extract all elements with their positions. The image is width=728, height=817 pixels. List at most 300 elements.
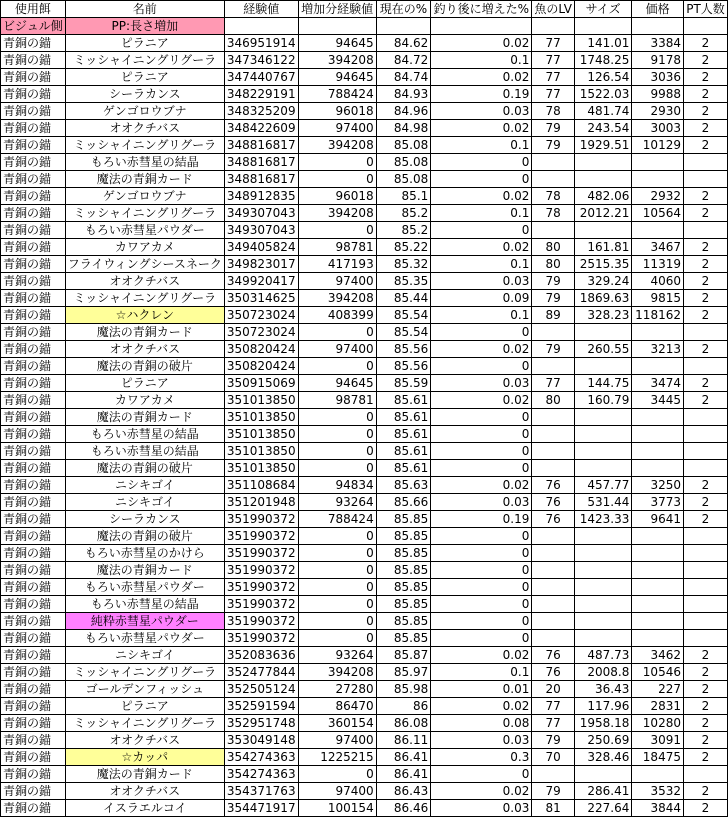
cell-pt-count[interactable]: 2 [683,749,727,766]
cell-price[interactable] [632,358,684,375]
cell-current-pct[interactable]: 85.61 [376,443,431,460]
cell-exp[interactable]: 351990372 [224,579,298,596]
cell-exp-gain[interactable]: 0 [298,358,376,375]
cell-exp[interactable]: 348912835 [224,188,298,205]
cell-pct-gain[interactable]: 0.01 [431,681,532,698]
cell-name[interactable]: オオクチバス [65,732,224,749]
cell-size[interactable] [574,426,631,443]
cell-fish-lv[interactable] [532,443,575,460]
cell-size[interactable]: 260.55 [574,341,631,358]
cell-current-pct[interactable]: 84.93 [376,86,431,103]
cell-size[interactable]: 1748.25 [574,52,631,69]
cell-exp[interactable]: 348422609 [224,120,298,137]
cell-price[interactable]: 10546 [632,664,684,681]
cell-size[interactable]: 1958.18 [574,715,631,732]
cell-exp-gain[interactable]: 0 [298,528,376,545]
cell-fish-lv[interactable]: 77 [532,86,575,103]
header-pct-gain[interactable]: 釣り後に増えた% [431,1,532,18]
cell-exp[interactable]: 352083636 [224,647,298,664]
cell-price[interactable] [632,409,684,426]
cell-bait[interactable]: 青銅の錨 [1,69,66,86]
cell-fish-lv[interactable]: 79 [532,783,575,800]
cell-price[interactable]: 3773 [632,494,684,511]
cell-bait[interactable]: 青銅の錨 [1,137,66,154]
cell-fish-lv[interactable] [532,324,575,341]
cell-pct-gain[interactable]: 0.1 [431,664,532,681]
cell-size[interactable] [574,579,631,596]
cell-size[interactable] [574,222,631,239]
cell-pt-count[interactable] [683,766,727,783]
cell-pct-gain[interactable]: 0 [431,409,532,426]
cell-name[interactable]: オオクチバス [65,783,224,800]
header-fish-lv[interactable]: 魚のLV [532,1,575,18]
cell-size[interactable]: 482.06 [574,188,631,205]
cell-bait[interactable]: 青銅の錨 [1,358,66,375]
header-size[interactable]: サイズ [574,1,631,18]
cell-exp-gain[interactable]: 96018 [298,103,376,120]
cell-size[interactable]: 286.41 [574,783,631,800]
cell-current-pct[interactable]: 84.96 [376,103,431,120]
cell-pct-gain[interactable]: 0 [431,358,532,375]
cell-price[interactable]: 3462 [632,647,684,664]
cell-price[interactable] [632,324,684,341]
cell-bait[interactable]: 青銅の錨 [1,528,66,545]
cell-current-pct[interactable]: 85.85 [376,579,431,596]
cell-pct-gain[interactable]: 0.03 [431,375,532,392]
cell-name[interactable]: もろい赤彗星の結晶 [65,154,224,171]
cell-exp-gain[interactable]: 788424 [298,511,376,528]
cell-price[interactable]: 2930 [632,103,684,120]
cell-name[interactable]: オオクチバス [65,341,224,358]
cell-pt-count[interactable]: 2 [683,647,727,664]
cell-exp[interactable]: 350820424 [224,341,298,358]
cell-exp[interactable]: 351990372 [224,596,298,613]
cell-name[interactable]: オオクチバス [65,273,224,290]
cell-price[interactable] [632,528,684,545]
header-name[interactable]: 名前 [65,1,224,18]
cell-exp[interactable]: 352951748 [224,715,298,732]
cell-pct-gain[interactable]: 0 [431,579,532,596]
cell-bait[interactable]: 青銅の錨 [1,375,66,392]
cell-pct-gain[interactable]: 0 [431,426,532,443]
cell-price[interactable]: 11319 [632,256,684,273]
cell-current-pct[interactable]: 85.56 [376,358,431,375]
cell-current-pct[interactable]: 85.87 [376,647,431,664]
cell-current-pct[interactable]: 84.74 [376,69,431,86]
header-exp[interactable]: 経験値 [224,1,298,18]
cell-name[interactable]: ミッシャイニングリグーラ [65,137,224,154]
cell-fish-lv[interactable]: 76 [532,494,575,511]
cell-price[interactable]: 3091 [632,732,684,749]
cell-exp[interactable]: 351990372 [224,511,298,528]
cell-bait[interactable]: 青銅の錨 [1,171,66,188]
cell-exp-gain[interactable]: 96018 [298,188,376,205]
cell-pct-gain[interactable]: 0 [431,324,532,341]
cell-price[interactable]: 4060 [632,273,684,290]
cell-pt-count[interactable]: 2 [683,307,727,324]
cell-current-pct[interactable]: 85.61 [376,460,431,477]
cell-current-pct[interactable]: 86.41 [376,766,431,783]
cell-current-pct[interactable]: 85.2 [376,222,431,239]
cell-fish-lv[interactable] [532,630,575,647]
cell-fish-lv[interactable] [532,562,575,579]
cell-exp[interactable]: 351013850 [224,392,298,409]
cell-pt-count[interactable]: 2 [683,664,727,681]
empty-cell[interactable] [632,18,684,35]
cell-price[interactable]: 3445 [632,392,684,409]
cell-name[interactable]: もろい赤彗星パウダー [65,630,224,647]
note-cell-visual[interactable]: ビジュル側 [1,18,66,35]
cell-price[interactable] [632,545,684,562]
cell-current-pct[interactable]: 85.61 [376,426,431,443]
cell-fish-lv[interactable]: 77 [532,715,575,732]
cell-current-pct[interactable]: 85.97 [376,664,431,681]
cell-exp[interactable]: 351013850 [224,426,298,443]
cell-pt-count[interactable] [683,443,727,460]
cell-name[interactable]: ミッシャイニングリグーラ [65,52,224,69]
cell-name[interactable]: もろい赤彗星の結晶 [65,426,224,443]
empty-cell[interactable] [431,18,532,35]
cell-name[interactable]: もろい赤彗星の結晶 [65,596,224,613]
cell-exp-gain[interactable]: 94645 [298,35,376,52]
cell-size[interactable] [574,613,631,630]
cell-bait[interactable]: 青銅の錨 [1,783,66,800]
cell-bait[interactable]: 青銅の錨 [1,698,66,715]
empty-cell[interactable] [224,18,298,35]
cell-exp-gain[interactable]: 0 [298,171,376,188]
cell-exp-gain[interactable]: 97400 [298,732,376,749]
cell-pt-count[interactable]: 2 [683,783,727,800]
empty-cell[interactable] [532,18,575,35]
cell-current-pct[interactable]: 85.35 [376,273,431,290]
cell-name[interactable]: ピラニア [65,375,224,392]
cell-exp[interactable]: 351013850 [224,460,298,477]
cell-fish-lv[interactable] [532,154,575,171]
cell-price[interactable]: 3213 [632,341,684,358]
cell-size[interactable]: 457.77 [574,477,631,494]
cell-price[interactable] [632,443,684,460]
cell-pct-gain[interactable]: 0 [431,528,532,545]
cell-pct-gain[interactable]: 0.3 [431,749,532,766]
cell-current-pct[interactable]: 85.61 [376,409,431,426]
cell-pt-count[interactable] [683,528,727,545]
cell-pt-count[interactable]: 2 [683,137,727,154]
cell-current-pct[interactable]: 85.98 [376,681,431,698]
cell-exp[interactable]: 346951914 [224,35,298,52]
cell-pt-count[interactable]: 2 [683,256,727,273]
cell-price[interactable]: 3003 [632,120,684,137]
cell-pct-gain[interactable]: 0.19 [431,86,532,103]
cell-exp[interactable]: 354371763 [224,783,298,800]
cell-size[interactable] [574,766,631,783]
cell-current-pct[interactable]: 85.54 [376,324,431,341]
cell-size[interactable]: 141.01 [574,35,631,52]
cell-exp-gain[interactable]: 0 [298,579,376,596]
cell-exp-gain[interactable]: 394208 [298,664,376,681]
cell-bait[interactable]: 青銅の錨 [1,477,66,494]
cell-fish-lv[interactable] [532,766,575,783]
cell-name[interactable]: ミッシャイニングリグーラ [65,715,224,732]
cell-pct-gain[interactable]: 0.1 [431,137,532,154]
cell-pt-count[interactable] [683,630,727,647]
cell-size[interactable]: 227.64 [574,800,631,817]
cell-fish-lv[interactable] [532,613,575,630]
cell-fish-lv[interactable]: 77 [532,375,575,392]
cell-pt-count[interactable]: 2 [683,290,727,307]
cell-exp-gain[interactable]: 1225215 [298,749,376,766]
cell-pct-gain[interactable]: 0.02 [431,392,532,409]
cell-price[interactable] [632,766,684,783]
cell-name[interactable]: もろい赤彗星のかけら [65,545,224,562]
cell-size[interactable]: 328.23 [574,307,631,324]
cell-pct-gain[interactable]: 0.02 [431,69,532,86]
cell-pct-gain[interactable]: 0.1 [431,307,532,324]
cell-name[interactable]: もろい赤彗星パウダー [65,222,224,239]
cell-size[interactable]: 250.69 [574,732,631,749]
cell-exp[interactable]: 348816817 [224,154,298,171]
cell-current-pct[interactable]: 85.54 [376,307,431,324]
cell-exp-gain[interactable]: 94834 [298,477,376,494]
cell-bait[interactable]: 青銅の錨 [1,290,66,307]
cell-exp[interactable]: 347440767 [224,69,298,86]
cell-exp[interactable]: 351990372 [224,562,298,579]
cell-fish-lv[interactable]: 76 [532,511,575,528]
cell-bait[interactable]: 青銅の錨 [1,664,66,681]
cell-current-pct[interactable]: 86.43 [376,783,431,800]
cell-size[interactable] [574,324,631,341]
cell-pct-gain[interactable]: 0 [431,766,532,783]
header-exp-gain[interactable]: 増加分経験値 [298,1,376,18]
cell-pct-gain[interactable]: 0.02 [431,647,532,664]
cell-pt-count[interactable]: 2 [683,392,727,409]
cell-pt-count[interactable]: 2 [683,477,727,494]
cell-pt-count[interactable] [683,426,727,443]
cell-exp-gain[interactable]: 98781 [298,392,376,409]
cell-name[interactable]: 魔法の青銅カード [65,409,224,426]
cell-name[interactable]: ☆ハクレン [65,307,224,324]
cell-fish-lv[interactable] [532,596,575,613]
cell-bait[interactable]: 青銅の錨 [1,52,66,69]
cell-price[interactable]: 3474 [632,375,684,392]
cell-exp[interactable]: 351013850 [224,409,298,426]
cell-price[interactable] [632,579,684,596]
header-pt-count[interactable]: PT人数 [683,1,727,18]
cell-price[interactable]: 3384 [632,35,684,52]
cell-pt-count[interactable] [683,460,727,477]
cell-pct-gain[interactable]: 0.1 [431,205,532,222]
cell-exp-gain[interactable]: 93264 [298,494,376,511]
cell-size[interactable]: 328.46 [574,749,631,766]
cell-current-pct[interactable]: 85.2 [376,205,431,222]
cell-exp-gain[interactable]: 417193 [298,256,376,273]
cell-pt-count[interactable]: 2 [683,69,727,86]
cell-exp-gain[interactable]: 394208 [298,137,376,154]
cell-exp[interactable]: 353049148 [224,732,298,749]
cell-fish-lv[interactable]: 77 [532,35,575,52]
cell-exp-gain[interactable]: 0 [298,409,376,426]
cell-exp[interactable]: 349920417 [224,273,298,290]
cell-exp[interactable]: 348816817 [224,171,298,188]
cell-fish-lv[interactable] [532,528,575,545]
cell-exp[interactable]: 351201948 [224,494,298,511]
cell-exp[interactable]: 351108684 [224,477,298,494]
cell-exp[interactable]: 350915069 [224,375,298,392]
cell-price[interactable]: 2831 [632,698,684,715]
cell-exp[interactable]: 351990372 [224,630,298,647]
cell-exp-gain[interactable]: 0 [298,324,376,341]
cell-exp-gain[interactable]: 27280 [298,681,376,698]
cell-name[interactable]: 魔法の青銅カード [65,562,224,579]
cell-price[interactable] [632,630,684,647]
cell-size[interactable]: 1869.63 [574,290,631,307]
cell-size[interactable] [574,443,631,460]
cell-bait[interactable]: 青銅の錨 [1,256,66,273]
cell-exp-gain[interactable]: 0 [298,630,376,647]
cell-exp-gain[interactable]: 98781 [298,239,376,256]
cell-pt-count[interactable] [683,596,727,613]
cell-exp-gain[interactable]: 0 [298,460,376,477]
cell-size[interactable] [574,545,631,562]
cell-pt-count[interactable] [683,545,727,562]
cell-exp-gain[interactable]: 394208 [298,205,376,222]
cell-pt-count[interactable]: 2 [683,86,727,103]
cell-pt-count[interactable]: 2 [683,120,727,137]
cell-exp[interactable]: 347346122 [224,52,298,69]
cell-size[interactable] [574,630,631,647]
cell-price[interactable] [632,613,684,630]
cell-bait[interactable]: 青銅の錨 [1,392,66,409]
cell-size[interactable] [574,596,631,613]
cell-exp[interactable]: 352505124 [224,681,298,698]
cell-current-pct[interactable]: 85.22 [376,239,431,256]
cell-price[interactable]: 18475 [632,749,684,766]
cell-fish-lv[interactable]: 77 [532,698,575,715]
cell-price[interactable]: 3467 [632,239,684,256]
cell-fish-lv[interactable]: 81 [532,800,575,817]
cell-exp[interactable]: 350314625 [224,290,298,307]
cell-current-pct[interactable]: 85.44 [376,290,431,307]
cell-exp-gain[interactable]: 93264 [298,647,376,664]
cell-size[interactable]: 2515.35 [574,256,631,273]
cell-price[interactable]: 10564 [632,205,684,222]
cell-fish-lv[interactable] [532,460,575,477]
cell-current-pct[interactable]: 85.85 [376,630,431,647]
cell-pt-count[interactable]: 2 [683,800,727,817]
cell-bait[interactable]: 青銅の錨 [1,732,66,749]
cell-exp[interactable]: 352477844 [224,664,298,681]
cell-name[interactable]: 魔法の青銅カード [65,766,224,783]
cell-exp-gain[interactable]: 0 [298,766,376,783]
cell-bait[interactable]: 青銅の錨 [1,222,66,239]
cell-name[interactable]: 魔法の青銅の破片 [65,358,224,375]
cell-name[interactable]: 純粋赤彗星パウダー [65,613,224,630]
cell-pt-count[interactable]: 2 [683,188,727,205]
cell-bait[interactable]: 青銅の錨 [1,188,66,205]
cell-pct-gain[interactable]: 0.03 [431,800,532,817]
cell-fish-lv[interactable]: 76 [532,647,575,664]
cell-fish-lv[interactable] [532,426,575,443]
cell-size[interactable] [574,171,631,188]
cell-current-pct[interactable]: 85.63 [376,477,431,494]
cell-name[interactable]: もろい赤彗星パウダー [65,579,224,596]
cell-bait[interactable]: 青銅の錨 [1,120,66,137]
cell-name[interactable]: オオクチバス [65,120,224,137]
cell-pt-count[interactable]: 2 [683,273,727,290]
header-current-pct[interactable]: 現在の% [376,1,431,18]
cell-current-pct[interactable]: 86.08 [376,715,431,732]
cell-pt-count[interactable] [683,358,727,375]
cell-exp-gain[interactable]: 360154 [298,715,376,732]
cell-size[interactable]: 2008.8 [574,664,631,681]
cell-bait[interactable]: 青銅の錨 [1,35,66,52]
cell-pct-gain[interactable]: 0.02 [431,477,532,494]
cell-name[interactable]: シーラカンス [65,86,224,103]
cell-fish-lv[interactable]: 78 [532,205,575,222]
cell-bait[interactable]: 青銅の錨 [1,630,66,647]
cell-price[interactable]: 9988 [632,86,684,103]
cell-pt-count[interactable] [683,409,727,426]
cell-pt-count[interactable]: 2 [683,35,727,52]
cell-pct-gain[interactable]: 0.03 [431,103,532,120]
cell-pct-gain[interactable]: 0.02 [431,120,532,137]
cell-bait[interactable]: 青銅の錨 [1,681,66,698]
cell-name[interactable]: イスラエルコイ [65,800,224,817]
cell-bait[interactable]: 青銅の錨 [1,341,66,358]
cell-fish-lv[interactable] [532,358,575,375]
cell-bait[interactable]: 青銅の錨 [1,766,66,783]
cell-fish-lv[interactable]: 89 [532,307,575,324]
cell-fish-lv[interactable] [532,579,575,596]
cell-pct-gain[interactable]: 0.02 [431,188,532,205]
cell-pct-gain[interactable]: 0 [431,171,532,188]
cell-fish-lv[interactable]: 80 [532,256,575,273]
cell-pct-gain[interactable]: 0 [431,443,532,460]
cell-name[interactable]: ミッシャイニングリグーラ [65,664,224,681]
cell-pt-count[interactable] [683,171,727,188]
cell-fish-lv[interactable]: 78 [532,188,575,205]
cell-pct-gain[interactable]: 0.02 [431,341,532,358]
cell-price[interactable]: 2932 [632,188,684,205]
cell-exp-gain[interactable]: 0 [298,613,376,630]
cell-pct-gain[interactable]: 0.02 [431,698,532,715]
cell-size[interactable] [574,154,631,171]
cell-fish-lv[interactable] [532,409,575,426]
cell-exp[interactable]: 348325209 [224,103,298,120]
cell-fish-lv[interactable]: 78 [532,103,575,120]
cell-exp-gain[interactable]: 97400 [298,120,376,137]
cell-current-pct[interactable]: 85.85 [376,562,431,579]
cell-pt-count[interactable]: 2 [683,375,727,392]
cell-current-pct[interactable]: 85.85 [376,596,431,613]
cell-price[interactable] [632,154,684,171]
cell-name[interactable]: ☆カッパ [65,749,224,766]
cell-pt-count[interactable]: 2 [683,494,727,511]
cell-pct-gain[interactable]: 0.1 [431,52,532,69]
cell-exp-gain[interactable]: 94645 [298,375,376,392]
cell-fish-lv[interactable]: 79 [532,290,575,307]
cell-exp-gain[interactable]: 408399 [298,307,376,324]
cell-bait[interactable]: 青銅の錨 [1,443,66,460]
cell-bait[interactable]: 青銅の錨 [1,409,66,426]
header-bait[interactable]: 使用餌 [1,1,66,18]
cell-current-pct[interactable]: 85.1 [376,188,431,205]
cell-price[interactable] [632,222,684,239]
cell-size[interactable] [574,409,631,426]
cell-pct-gain[interactable]: 0 [431,154,532,171]
cell-name[interactable]: ゲンゴロウブナ [65,103,224,120]
empty-cell[interactable] [376,18,431,35]
empty-cell[interactable] [298,18,376,35]
